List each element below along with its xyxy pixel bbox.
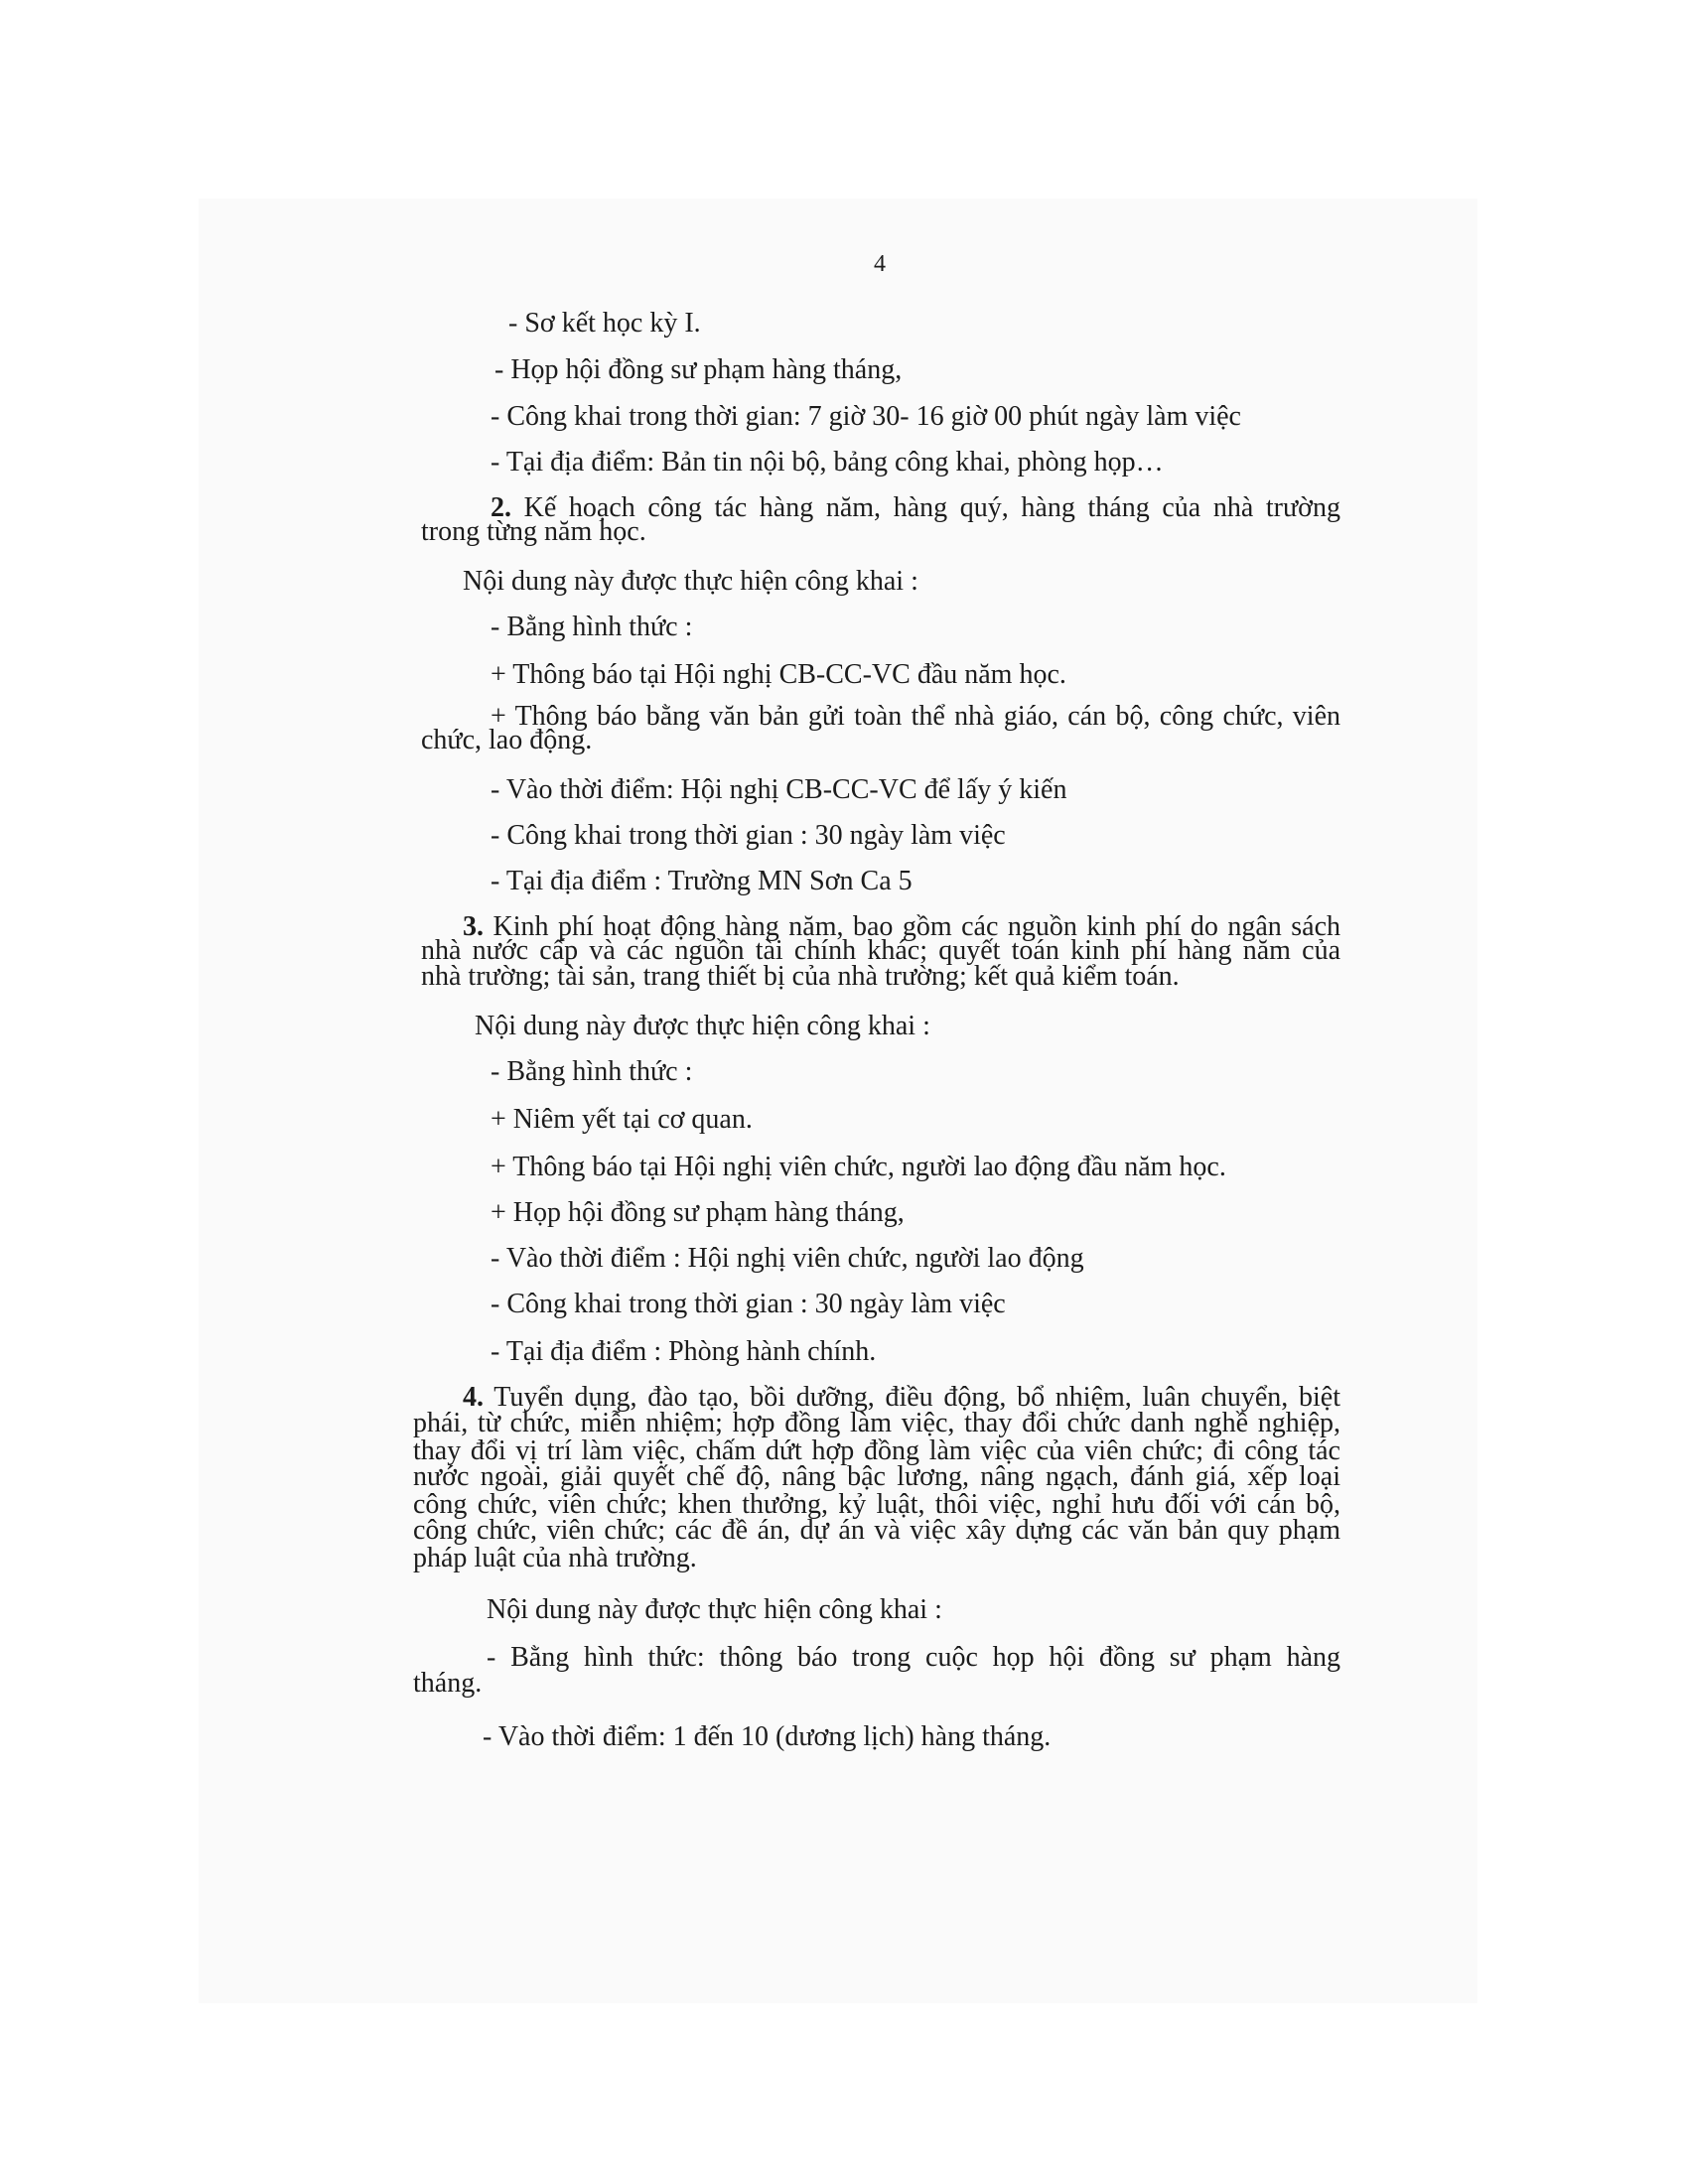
- line-text: Nội dung này được thực hiện công khai :: [475, 1011, 930, 1041]
- text-line: [413, 1543, 697, 1574]
- line-text: - Công khai trong thời gian : 30 ngày làm việc: [491, 1289, 1006, 1319]
- line-text: thay đổi vị trí làm việc, chấm dứt hợp đồng làm việc của viên chức; đi công tác: [413, 1435, 1340, 1466]
- line-text: nước ngoài, giải quyết chế độ, nâng bậc lương, nâng ngạch, đánh giá, xếp loại: [413, 1461, 1340, 1492]
- line-text: - Họp hội đồng sư phạm hàng tháng,: [494, 354, 903, 385]
- line-text: - Công khai trong thời gian: 7 giờ 30- 16 giờ 00 phút ngày làm việc: [491, 401, 1241, 432]
- line-text: Nội dung này được thực hiện công khai :: [487, 1594, 942, 1625]
- line-text: + Họp hội đồng sư phạm hàng tháng,: [491, 1197, 905, 1228]
- line-text: - Vào thời điểm: Hội nghị CB-CC-VC để lấy ý kiến: [491, 774, 1067, 805]
- line-text: Kế hoạch công tác hàng năm, hàng quý, hàng tháng của nhà trường: [511, 492, 1340, 523]
- text-line: [491, 447, 1164, 478]
- line-text: công chức, viên chức; khen thưởng, kỷ luật, thôi việc, nghỉ hưu đối với cán bộ,: [413, 1489, 1340, 1520]
- text-line: [491, 701, 1340, 733]
- text-line: [413, 1668, 482, 1700]
- text-line: [491, 866, 913, 897]
- text-line: [491, 401, 1241, 433]
- line-text: tháng.: [413, 1668, 483, 1699]
- text-line: [508, 308, 701, 340]
- line-text: công chức, viên chức; các đề án, dự án và việc xây dựng các văn bản quy phạm: [413, 1515, 1340, 1546]
- text-line: [463, 566, 918, 598]
- line-text: - Tại địa điểm : Phòng hành chính.: [491, 1336, 877, 1367]
- section-number: 2.: [491, 492, 511, 523]
- line-text: - Bằng hình thức :: [491, 612, 693, 642]
- line-text: + Thông báo bằng văn bản gửi toàn thể nhà giáo, cán bộ, công chức, viên: [491, 701, 1340, 732]
- line-text: Tuyển dụng, đào tạo, bồi dưỡng, điều động, bổ nhiệm, luân chuyển, biệt: [484, 1382, 1340, 1413]
- text-line: [491, 1152, 1226, 1183]
- line-text: nhà trường; tài sản, trang thiết bị của nhà trường; kết quả kiểm toán.: [421, 961, 1180, 992]
- line-text: Nội dung này được thực hiện công khai :: [463, 566, 918, 597]
- line-text: phái, từ chức, miễn nhiệm; hợp đồng làm việc, thay đổi chức danh nghề nghiệp,: [413, 1408, 1340, 1438]
- page-number: 4: [874, 251, 886, 277]
- line-text: nhà nước cấp và các nguồn tài chính khác; quyết toán kinh phí hàng năm của: [421, 935, 1340, 966]
- line-text: - Sơ kết học kỳ I.: [508, 308, 701, 339]
- text-line: [494, 354, 902, 386]
- section-number: 4.: [463, 1382, 484, 1413]
- line-text: + Niêm yết tại cơ quan.: [491, 1104, 753, 1135]
- text-line: [491, 659, 1066, 691]
- section-number: 3.: [463, 911, 484, 942]
- line-text: Kinh phí hoạt động hàng năm, bao gồm các nguồn kinh phí do ngân sách: [484, 911, 1340, 942]
- text-line: [491, 1056, 692, 1088]
- line-text: + Thông báo tại Hội nghị CB-CC-VC đầu năm học.: [491, 659, 1066, 690]
- text-line: [491, 774, 1066, 806]
- text-line: [491, 1104, 753, 1136]
- text-line: [483, 1721, 1051, 1753]
- text-line: [487, 1594, 942, 1626]
- line-text: + Thông báo tại Hội nghị viên chức, người lao động đầu năm học.: [491, 1152, 1226, 1182]
- line-text: - Vào thời điểm: 1 đến 10 (dương lịch) hàng tháng.: [483, 1721, 1052, 1752]
- line-text: - Tại địa điểm : Trường MN Sơn Ca 5: [491, 866, 913, 896]
- text-line: [491, 1336, 876, 1368]
- line-text: trong từng năm học.: [421, 516, 646, 547]
- text-line: [487, 1642, 1340, 1674]
- line-text: - Bằng hình thức: thông báo trong cuộc họp hội đồng sư phạm hàng: [487, 1642, 1340, 1673]
- line-text: pháp luật của nhà trường.: [413, 1543, 697, 1573]
- line-text: - Công khai trong thời gian : 30 ngày làm việc: [491, 820, 1006, 851]
- text-line: [421, 725, 592, 756]
- line-text: - Vào thời điểm : Hội nghị viên chức, người lao động: [491, 1243, 1084, 1274]
- text-line: [491, 1289, 1006, 1320]
- text-line: [491, 612, 692, 643]
- text-line: [421, 516, 646, 548]
- text-line: [491, 1197, 905, 1229]
- text-line: [491, 1243, 1084, 1275]
- text-line: [491, 820, 1006, 852]
- line-text: - Bằng hình thức :: [491, 1056, 693, 1087]
- line-text: - Tại địa điểm: Bản tin nội bộ, bảng công khai, phòng họp…: [491, 447, 1164, 478]
- text-line: [421, 961, 1180, 993]
- line-text: chức, lao động.: [421, 725, 593, 755]
- text-line: [475, 1011, 930, 1042]
